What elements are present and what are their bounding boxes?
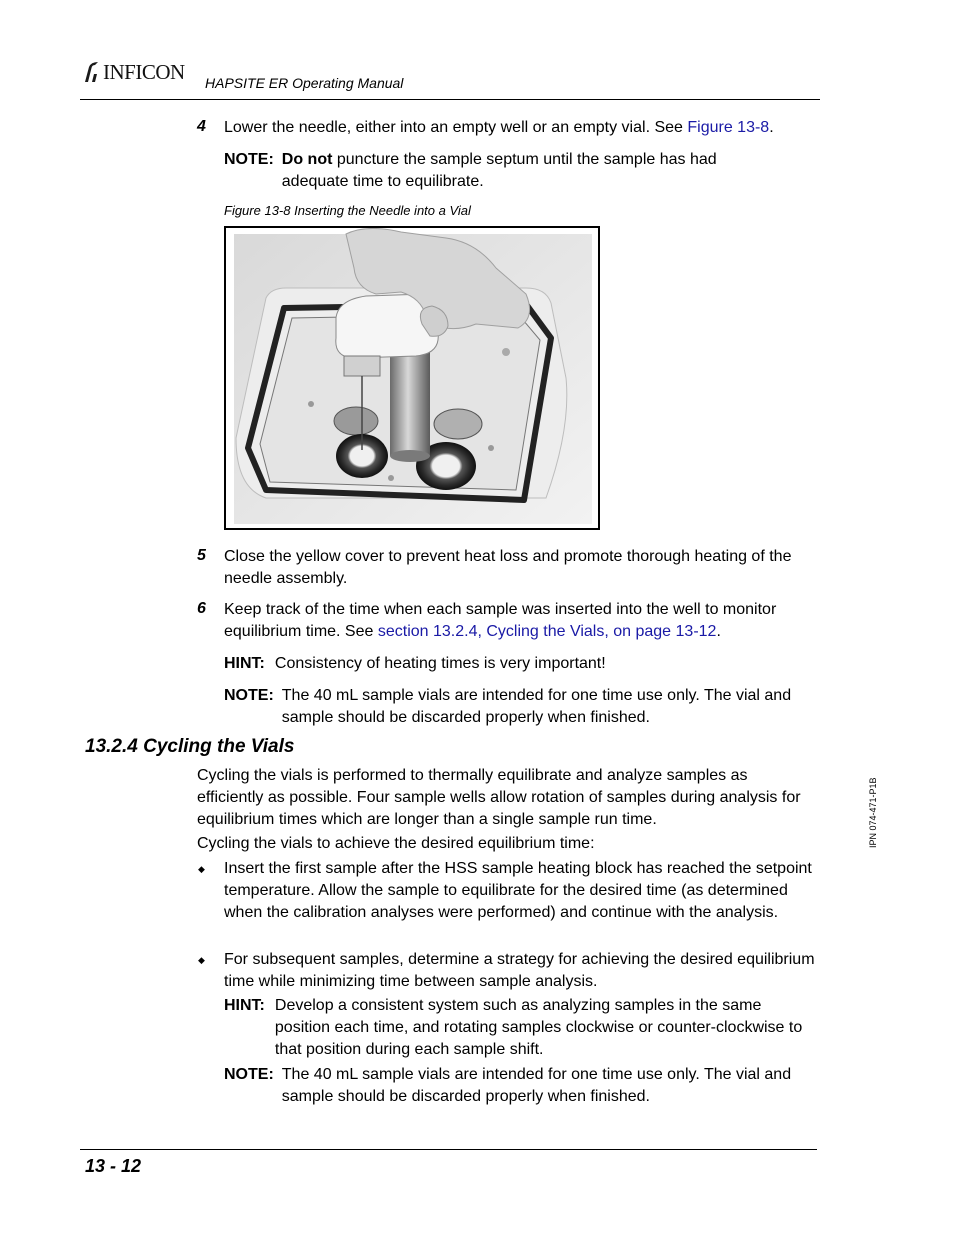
needle-vial-photo xyxy=(226,228,598,528)
note-septum xyxy=(224,149,784,193)
ipn-side-label: IPN 074-471-P1B xyxy=(868,777,878,848)
note-bold-lead: Do not xyxy=(281,151,333,168)
step-number-5: 5 xyxy=(197,547,206,564)
inficon-logo xyxy=(82,60,185,84)
note-text: The 40 mL sample vials are intended for one time use only. The vial and sample should be discarded properly when finished. xyxy=(281,687,792,726)
hint-label: HINT: xyxy=(224,997,265,1014)
figure-13-8-link[interactable]: Figure 13-8 xyxy=(687,119,770,136)
bullet-icon: ◆ xyxy=(198,864,205,874)
step-6-text-after: . xyxy=(716,623,721,640)
header-divider xyxy=(80,99,820,100)
hint-text: Consistency of heating times is very important! xyxy=(274,655,606,672)
bullet-item-2: For subsequent samples, determine a strategy for achieving the desired equilibrium time while minimizing time between sample analysis. xyxy=(224,951,815,990)
hint-text: Develop a consistent system such as analyzing samples in the same position each time, and rotating samples clockwise or counter-clockwise to that position during each sample shift. xyxy=(274,997,803,1058)
logo-text: INFICON xyxy=(103,59,185,84)
note-text: The 40 mL sample vials are intended for one time use only. The vial and sample should be discarded properly when finished. xyxy=(281,1066,792,1105)
step-number-6: 6 xyxy=(197,600,206,617)
section-paragraph-2: Cycling the vials to achieve the desired equilibrium time: xyxy=(197,835,595,852)
note-label: NOTE: xyxy=(224,687,274,704)
step-5-text: Close the yellow cover to prevent heat loss and promote thorough heating of the needle assembly. xyxy=(224,548,792,587)
note-vials-single-use xyxy=(224,685,814,729)
step-6-line-2 xyxy=(224,621,844,643)
section-13-2-4-link[interactable]: section 13.2.4, Cycling the Vials, on page 13-12 xyxy=(377,623,717,640)
step-6-text-before: equilibrium time. See xyxy=(224,623,378,640)
hint-label: HINT: xyxy=(224,655,265,672)
bullet-icon: ◆ xyxy=(198,955,205,965)
step-6-text xyxy=(224,599,844,643)
step-4-text xyxy=(224,117,824,139)
note-label: NOTE: xyxy=(224,1066,274,1083)
figure-caption: Figure 13-8 Inserting the Needle into a Vial xyxy=(224,203,471,218)
section-paragraph-1: Cycling the vials is performed to thermally equilibrate and analyze samples as efficiently as possible. Four sample wells allow rotation of samples during analysis for equilibrium times which are longer than a single sample run time. xyxy=(197,767,801,828)
note-vials-single-use-2 xyxy=(224,1064,814,1108)
page-number: 13 - 12 xyxy=(85,1156,142,1176)
step-4-text-before: Lower the needle, either into an empty well or an empty vial. See xyxy=(224,119,688,136)
hint-heating-times xyxy=(224,653,804,675)
section-heading: 13.2.4 Cycling the Vials xyxy=(85,736,295,757)
figure-photo xyxy=(224,226,600,530)
document-title: HAPSITE ER Operating Manual xyxy=(205,75,404,91)
bullet-item-1: Insert the first sample after the HSS sample heating block has reached the setpoint temperature. Allow the sample to equilibrate for the desired time (as determined when the calibration analyses were performed) and continue with the analysis. xyxy=(224,860,812,921)
step-number-4: 4 xyxy=(197,118,206,135)
note-body xyxy=(282,149,784,193)
inficon-logo-icon xyxy=(82,61,100,83)
note-text: puncture the sample septum until the sample has had adequate time to equilibrate. xyxy=(281,151,717,190)
footer-divider xyxy=(80,1149,817,1150)
hint-consistent-system xyxy=(224,995,814,1061)
step-6-line-1: Keep track of the time when each sample was inserted into the well to monitor xyxy=(224,601,777,618)
note-label: NOTE: xyxy=(224,151,274,168)
step-4-text-after: . xyxy=(769,119,774,136)
